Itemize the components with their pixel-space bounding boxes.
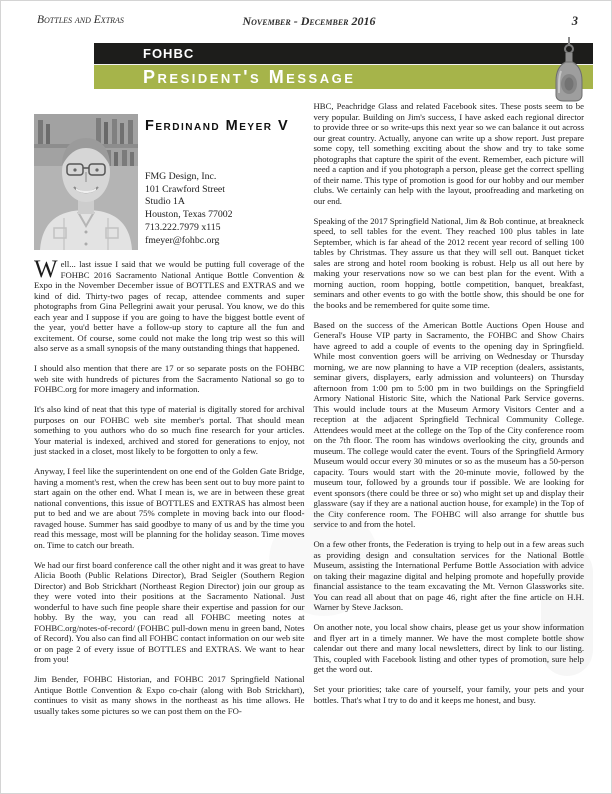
paragraph: Based on the success of the American Bottle Auctions Open House and General's House VIP party in Sacramento, the FOHBC and Show Chairs have agreed to add a couple of events to the opening day in Springfield. While most convention goers will be arriving on Wednesday or Thursday morning, we are now planning to have a VIP reception (dealers, assistants, seminar givers, displayers, early admission and volunteers) on Thursday afternoon from 1:00 pm to 5:00 pm in two buildings on the Springfield Armory National Historic Site, which the National Park Service governs. This would include tours at the Museum Armory Visitors Center and a reception at the adjacent Springfield Technical Community College. Attendees would meet at the college on the Top of the City conference room on the 7th floor. The room has windows overlooking the city, grounds and museum. The college would cater the event. Tours of the Springfield Armory Museum would occur every 30 minutes or so as the museum has a 50-person capacity. Tours would start with the 20-minute movie, followed by the museum tour, followed by a grounds tour if possible. We are looking for event sponsors (there could be three or so) who might set up and display their glassware (say if they are a national auction house, for example) in the Top of the City conference room. The FOHBC will also arrange for shuttle bus service to and from the hotel. — [313, 319, 584, 529]
paragraph: It's also kind of neat that this type of material is digitally stored for archival purposes on our FOHBC web site member's portal. That should mean something to you authors who do so much fine research for your articles. Your material is indexed, archived and stored for generations to enjoy, not just stacked in a closet, most likely to be forgotten to only a few. — [34, 404, 305, 456]
paragraph: On another note, you local show chairs, please get us your show information and flyer art in a timely manner. We have the most complete bottle show calendar out there and many local newsletters, direct by link to our listing. This, coupled with Facebook listing and other types of promotion, sure help get the word out. — [313, 622, 584, 674]
magazine-title: Bottles and Extras — [37, 14, 124, 26]
author-contact — [145, 171, 305, 247]
right-column — [314, 101, 585, 779]
section-banner — [94, 43, 593, 89]
paragraph: Jim Bender, FOHBC Historian, and FOHBC 2017 Springfield National Antique Bottle Convention & Expo co-chair (along with Bob Strickhart), continues to visit as many shows in the northeast as his time allows. He usually takes some pictures so we can post them on the FO- — [34, 674, 305, 716]
paragraph: Set your priorities; take care of yourself, your family, your pets and your bottles. That's what I try to do and it keeps me honest, and busy. — [313, 684, 584, 705]
paragraph-text: ell... last issue I said that we would be putting full coverage of the FOHBC 2016 Sacramento National Antique Bottle Convention & Expo in the November December issue of BOTTLES and EXTRAS and we kind of did. Thirty-two pages of recap, attendee comments and super photographs from Gina Pellegrini await your perusal. You know, we do this each year and I suppose if you are going to have the biggest bottle event of the year, you'd better have a follow-up story to capture all the fun and excitement. Of course, some could not make the long trip west so this will also serve as a small synopsis of the many outstanding things that happened. — [34, 259, 305, 353]
contact-suite: Studio 1A — [145, 196, 186, 208]
section-title: President's Message — [143, 66, 356, 87]
org-name: FOHBC — [143, 46, 195, 61]
drop-cap: W — [34, 256, 58, 283]
contact-phone: 713.222.7979 x115 — [145, 221, 221, 233]
author-block — [34, 114, 305, 250]
running-header — [37, 14, 581, 30]
hanging-bottle-icon — [552, 37, 586, 103]
paragraph: HBC, Peachridge Glass and related Facebook sites. These posts seem to be very popular. Building on Jim's success, I have asked each regional director to provide three or so write-ups this next year so we can balance it out across our great country. Actually, anyone can write up a show report. Just prepare some copy, tell something exciting about the show and try to take some photographs that capture the spirit of the event. Remember, each picture will need a caption and if you photograph a person, please get the correct spelling of their name. This type of promotion is good for our hobby and our member clubs. We certainly can help with the layout, proofreading and marketing on our end. — [313, 101, 584, 206]
author-photo — [34, 114, 138, 250]
paragraph: Anyway, I feel like the superintendent on one end of the Golden Gate Bridge, having a moment's rest, when the crew has been sent out to buy more paint to start again on the other end. What I mean is, we are in between these great national conventions, this issue of BOTTLES and EXTRAS has almost been put to bed and we are about 75% complete in moving back into our flood-ravaged house. Summer has said goodbye to many of us and by the time you read this message, most will be planning for the holiday season. Time moves on. Time to catch our breath. — [34, 466, 305, 550]
paragraph-opening — [34, 256, 305, 354]
paragraph: I should also mention that there are 17 or so separate posts on the FOHBC web site with hundreds of pictures from the Sacramento National so go to FOHBC.org for more imagery and information. — [34, 363, 305, 394]
contact-city: Houston, Texas 77002 — [145, 209, 233, 221]
author-name: Ferdinand Meyer V — [145, 118, 290, 134]
paragraph: Speaking of the 2017 Springfield National, Jim & Bob continue, at breakneck speed, to sell tables for the event. They reached 100 plus tables in late September, which is far ahead of the 2012 recent year record of selling 100 tables by Christmas. They assure us that they will sell out. Banquet ticket sales are strong and hotel room booking is robust. Help us all out here by making your reservations now so we can best plan for the event. With a morning auction, room hopping, bottle competition, banquet, breakfast, seminars and other events to go with the bottle show, this should be one for the books and be remembered for quite some time. — [313, 215, 584, 310]
contact-email: fmeyer@fohbc.org — [145, 234, 220, 246]
paragraph: We had our first board conference call the other night and it was great to have Alicia Booth (Public Relations Director), Brad Seigler (Southern Region Director) and Bob Strickhart (Northeast Region Director) join our group as they were voted into their positions at the Sacramento National. Just wonderful to have such fine people share their expertise and passion for our hobby. By the way, you can read all FOHBC meeting notes at FOHBC.org/notes-of-record/ (FOHBC pull-down menu in green band, Notes of Record). You also can find all FOHBC contact information on our web site or on page 2 of every issue of BOTTLES and EXTRAS. We want to hear from you! — [34, 559, 305, 664]
contact-company: FMG Design, Inc. — [145, 171, 217, 182]
left-column — [34, 101, 305, 779]
issue-date: November - December 2016 — [242, 14, 376, 28]
page-number: 3 — [571, 14, 578, 28]
banner-black-bar — [94, 43, 593, 64]
author-info — [145, 114, 305, 250]
article-body — [34, 101, 584, 779]
paragraph: On a few other fronts, the Federation is trying to help out in a few areas such as providing design and consultation services for the National Bottle Museum, assisting the International Perfume Bottle Association with advice on taking their magazine digital and helping promote and hopefully provide financial assistance to the team excavating the Mt. Vernon Glassworks site. You can read all about that on page 46, right after the fine article on H.H. Warner by Steve Jackson. — [313, 539, 584, 612]
contact-street: 101 Crawford Street — [145, 183, 225, 195]
banner-olive-bar — [94, 64, 593, 89]
